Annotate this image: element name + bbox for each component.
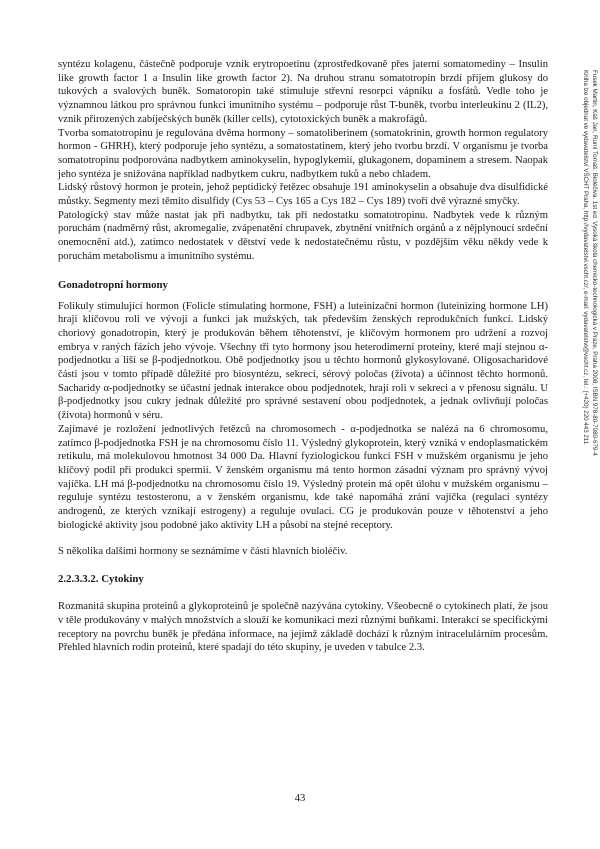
citation-sidebar xyxy=(567,70,599,590)
paragraph-somatotropin-effects: syntézu kolagenu, částečně podporuje vznik erytropoetinu (zprostředkovaně přes jaterní somatomediny – Insulin like growth factor 1 a Insulin like growth factor 2). Na druhou stranu somatotropin brzdí příjem glukosy do tukových a svalových buněk. Somatoropin také stimuluje střevní resorpci vápníku a fosfátů. Vedle toho je významnou látkou pro správnou funkci imunitního systému – podporuje růst T-buněk, tvorbu interleukinu 2 (IL2), vznik přirozených zabíječských buněk (killer cells), cytotoxických buněk a makrofágů. xyxy=(58,59,548,125)
heading-gonadotropic-hormones: Gonadotropní hormony xyxy=(58,278,168,291)
citation-line-2: Kniha lze objednat ve vydavatelství VŠCHT Praha, http://vydavatelstvi.vscht.cz/, e-mail: vydavatelstvi@vscht.cz, tel.: (+420) 220 443 211 xyxy=(582,70,589,445)
citation-line-1: Fusek Martin, Káš Jan, Ruml Tomáš: Bioléčiva. 1st ed. Vysoká škola chemicko-technologická v Praze, Praha 2008, ISBN 978-80-7080-679-4 xyxy=(591,70,598,456)
paragraph-growth-hormone-structure: Lidský růstový hormon je protein, jehož peptidický řetězec obsahuje 191 aminokyselin a obsahuje dva disulfidické můstky. Segmenty mezi těmito disulfidy (Cys 53 – Cys 165 a Cys 182 – Cys 189) tvoří dvě výrazné smyčky. xyxy=(58,182,548,208)
page-number: 43 xyxy=(294,793,306,804)
document-body xyxy=(58,58,548,655)
paragraph-somatotropin-regulation: Tvorba somatotropinu je regulována dvěma hormony – somatoliberinem (somatokrinin, growth hormon regulatory hormon - GHRH), který podporuje jeho syntézu, a somatostatinem, který jeho tvorbu brzdí. V organismu je tvorba somatotropinu podporována nadbytkem aminokyselin, hypoglykemií, glukagonem, dopaminem a stresem. Naopak jeho syntéza je snižována například nadbytkem cukru, nadbytkem tuků a nebo chladem. xyxy=(58,127,548,180)
paragraph-gonadotropins-intro: Folikuly stimulující hormon (Folicle stimulating hormone, FSH) a luteinizační hormon (luteinizing hormone LH) hrají klíčovou roli ve vývoji a funkci jak mužských, tak především ženských reprodukčních funkcí. Lidský choriový gonadotropin, který je produkován během těhotenství, je klíčovým hormonem pro udržení a rozvoj embrya v raných fázích jeho vývoje. Všechny tři tyto hormony jsou heterodimerní proteiny, které mají stejnou α-podjednotku a liší se β-podjednotkou. Obě podjednotky jsou u těchto hormonů glykosylované. Oligosacharidové části jsou v tomto případě důležité pro biosyntézu, sekreci, sérový poločas (života) a účinnost těchto hormonů. Sacharidy α-podjednotky se účastní jednak interakce obou podjednotek, hrají roli v sekreci a v přenosu signálu. U β-podjednotky jsou cukry jednak důležité pro správné sestavení obou podjednotek, a jednak ovlivňují poločas (života) hormonů v séru. xyxy=(58,300,548,422)
heading-cytokines: 2.2.3.3.2. Cytokiny xyxy=(58,573,144,586)
paragraph-closing: S několika dalšími hormony se seznámíme v části hlavních bioléčiv. xyxy=(58,545,348,557)
paragraph-pathology: Patologický stav může nastat jak při nadbytku, tak při nedostatku somatotropinu. Nadbytek vede k různým poruchám (nadměrný růst, akromegalie, zvápenatění chrupavek, zbytnění vnitřních orgánů a z nějplynoucí srdeční onemocnění atd.), zatímco nedostatek v dětství vede k nedostatečnému růstu, v pozdějším věku někdy vede k poruchám metabolismu a imunitního systému. xyxy=(58,209,548,262)
paragraph-cytokines: Rozmanitá skupina proteinů a glykoproteinů je společně nazývána cytokiny. Všeobecně o cytokinech platí, že jsou v těle produkovány v malých množstvích a slouží ke komunikaci mezi různými buňkami. Interakcí se specifickými receptory na povrchu buněk je předána informace, na jejímž základě dochází k různým intracelulárním procesům. Přehled hlavních rodin proteinů, které spadají do této skupiny, je uveden v tabulce 2.3. xyxy=(58,601,548,654)
paragraph-gonadotropins-chromosomes: Zajímavé je rozložení jednotlivých řetězců na chromosomech - α-podjednotka se nalézá na 6 chromosomu, zatímco β-podjednotka FSH je na chromosomu číslo 11. Výsledný glykoprotein, který vzniká v endoplasmatickém retikulu, má molekulovou hmotnost 34 000 Da. Hlavní fyziologickou funkcí FSH v mužském organismu je jeho klíčový podíl při produkci spermií. V ženském organismu má tento hormon zásadní význam pro správný vývoj vajíčka. LH má β-podjednotku na chromosomu číslo 19. Výsledný protein má opět úlohu v mužském organismu – reguluje syntézu testosteronu, a v ženském organismu, kde také napomáhá zrání vajíčka (regulací syntézy androgenů, ze kterých vznikají estrogeny) a reguluje ovulaci. CG je produkován pouze v těhotenství a jeho biologické aktivity jsou podobné jako aktivity LH a působí na stejné receptory. xyxy=(58,423,548,531)
